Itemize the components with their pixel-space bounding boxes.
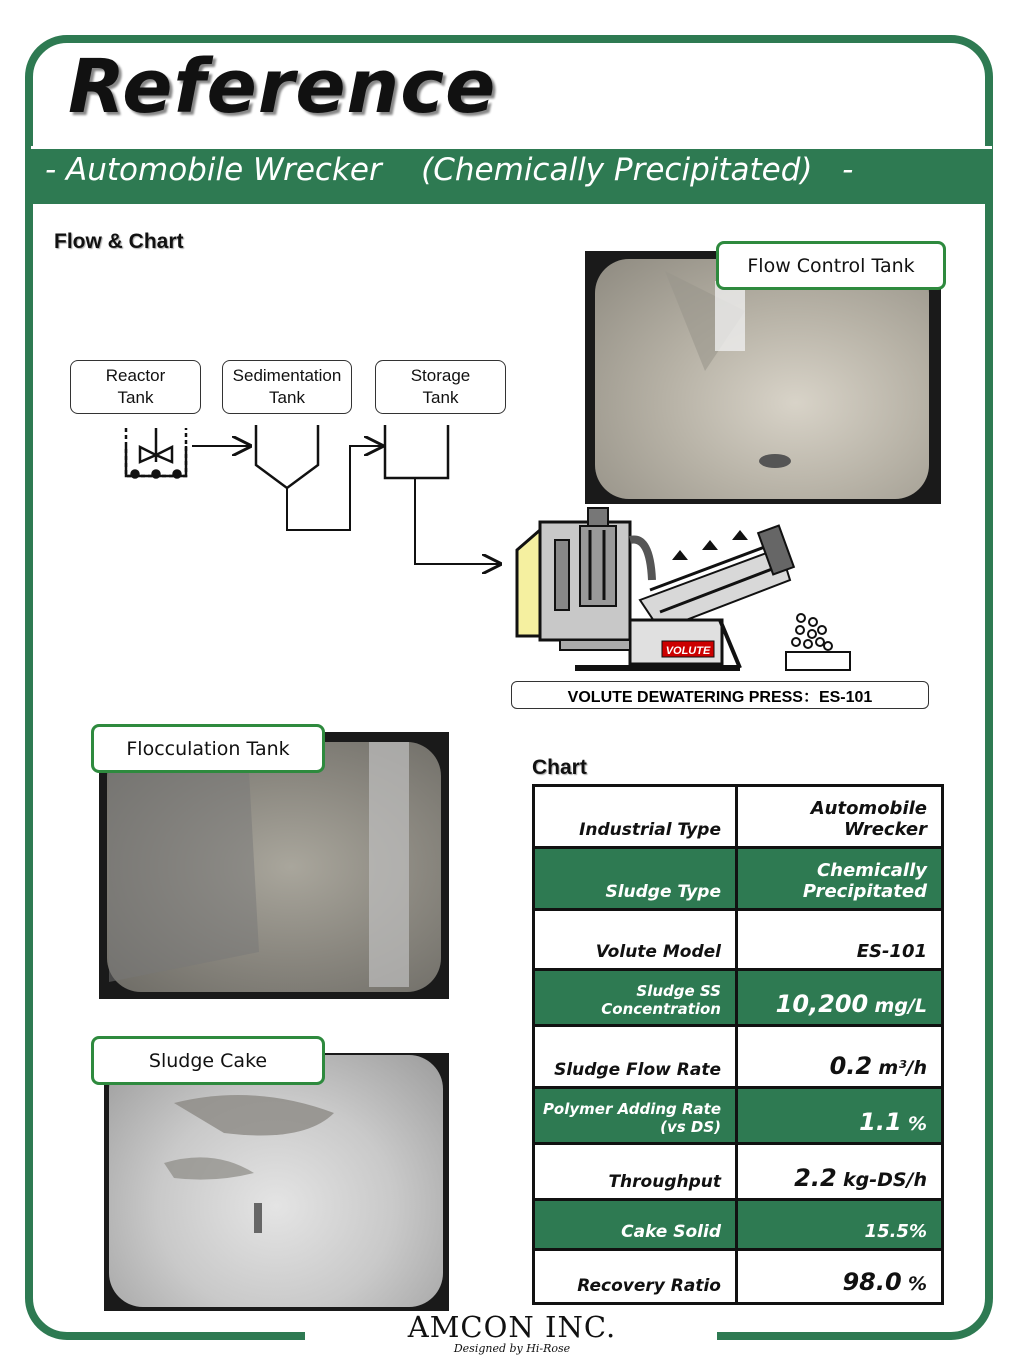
row-label: Sludge Type: [534, 848, 737, 910]
row-value: 15.5%: [737, 1200, 943, 1250]
table-row: [534, 1144, 943, 1200]
sludge-cake-photo: [104, 1053, 449, 1311]
page-title: Reference: [68, 44, 497, 130]
table-row: [534, 1200, 943, 1250]
flow-control-tank-label: Flow Control Tank: [716, 241, 946, 290]
flow-heading: Flow & Chart: [54, 230, 184, 253]
row-label: Throughput: [534, 1144, 737, 1200]
reactor-tank-box: Reactor Tank: [70, 360, 201, 414]
volute-press-illustration: [517, 508, 850, 670]
table-row: [534, 786, 943, 848]
row-value: [737, 1088, 943, 1144]
storage-tank-symbol: [385, 425, 448, 478]
row-value: ES-101: [737, 910, 943, 970]
table-row: [534, 970, 943, 1026]
table-row: [534, 1088, 943, 1144]
row-value: [737, 1144, 943, 1200]
company-logo: AMCON INC.: [407, 1310, 617, 1344]
value-unit: m³/h: [878, 1057, 927, 1079]
press-label: VOLUTE DEWATERING PRESS：ES-101: [511, 681, 929, 709]
row-value: Automobile Wrecker: [737, 786, 943, 848]
row-value: [737, 1250, 943, 1304]
spec-table: [532, 784, 944, 1305]
value-number: 10,200: [775, 990, 869, 1018]
value-number: 0.2: [829, 1052, 873, 1080]
row-label: Polymer Adding Rate (vs DS): [534, 1088, 737, 1144]
row-label: Recovery Ratio: [534, 1250, 737, 1304]
row-label: Sludge Flow Rate: [534, 1026, 737, 1088]
sedimentation-tank-box: Sedimentation Tank: [222, 360, 352, 414]
row-label: Volute Model: [534, 910, 737, 970]
value-unit: %: [907, 1113, 927, 1135]
value-number: 2.2: [794, 1164, 837, 1192]
storage-tank-box: Storage Tank: [375, 360, 506, 414]
designed-by: Designed by Hi-Rose: [453, 1342, 571, 1355]
value-number: 98.0: [842, 1268, 902, 1296]
row-label: Sludge SS Concentration: [534, 970, 737, 1026]
flocculation-tank-label: Flocculation Tank: [91, 724, 325, 773]
reactor-tank-symbol: [126, 428, 186, 478]
page-subtitle: - Automobile Wrecker (Chemically Precipitated) -: [45, 152, 854, 188]
value-unit: mg/L: [874, 995, 927, 1017]
press-plate-text: VOLUTE: [665, 645, 711, 657]
row-value: [737, 1026, 943, 1088]
table-row: [534, 848, 943, 910]
value-unit: %: [907, 1273, 927, 1295]
sludge-cake-label: Sludge Cake: [91, 1036, 325, 1085]
chart-heading: Chart: [532, 756, 587, 779]
value-number: 1.1: [859, 1108, 902, 1136]
table-row: [534, 1026, 943, 1088]
row-label: Industrial Type: [534, 786, 737, 848]
row-label: Cake Solid: [534, 1200, 737, 1250]
row-value: [737, 970, 943, 1026]
table-row: [534, 1250, 943, 1304]
row-value: Chemically Precipitated: [737, 848, 943, 910]
value-unit: kg-DS/h: [842, 1169, 927, 1191]
table-row: [534, 910, 943, 970]
sedimentation-tank-symbol: [256, 425, 318, 488]
